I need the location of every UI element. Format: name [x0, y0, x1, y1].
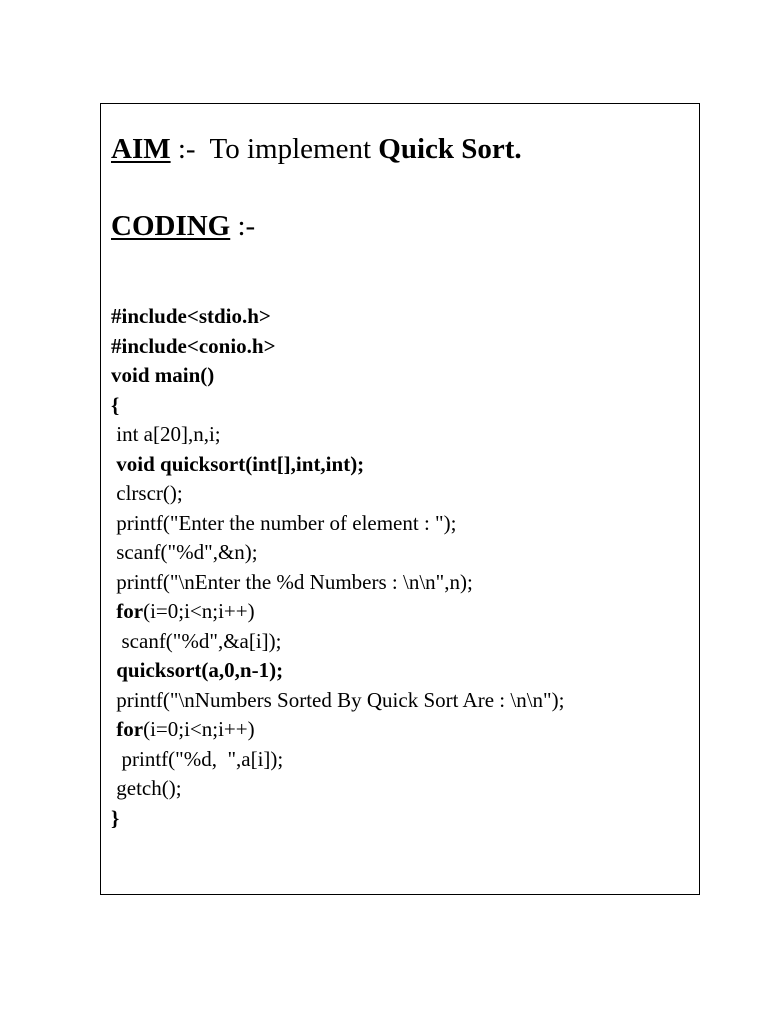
code-token: #include<stdio.h> — [111, 304, 271, 328]
aim-label: AIM — [111, 133, 171, 165]
coding-heading — [111, 209, 255, 243]
code-token: for — [111, 717, 144, 741]
code-token: int a[20],n,i; — [111, 422, 221, 446]
code-listing — [111, 302, 564, 833]
aim-heading — [111, 132, 522, 166]
code-line — [111, 568, 564, 598]
code-token: for — [111, 599, 144, 623]
code-line — [111, 627, 564, 657]
code-token: void quicksort(int[],int,int); — [111, 451, 365, 476]
coding-separator: :- — [230, 210, 256, 242]
code-line — [111, 332, 564, 362]
aim-separator: :- To implement — [170, 133, 379, 165]
code-line — [111, 745, 564, 775]
code-line — [111, 538, 564, 568]
coding-label: CODING — [111, 210, 231, 242]
code-line — [111, 656, 564, 686]
code-line — [111, 479, 564, 509]
code-token: void main() — [111, 363, 215, 387]
code-line — [111, 774, 564, 804]
code-line — [111, 597, 564, 627]
document-frame — [100, 103, 700, 895]
code-line — [111, 686, 564, 716]
code-token: (i=0;i<n;i++) — [143, 599, 255, 623]
code-token: (i=0;i<n;i++) — [143, 717, 255, 741]
code-token: printf("%d, ",a[i]); — [111, 746, 284, 771]
code-line — [111, 361, 564, 391]
code-token: { — [111, 392, 120, 417]
code-token: printf("Enter the number of element : "); — [111, 510, 457, 535]
code-token: #include<conio.h> — [111, 333, 276, 358]
code-line — [111, 391, 564, 421]
code-token: printf("\nNumbers Sorted By Quick Sort Are : \n\n"); — [111, 687, 565, 712]
code-token: scanf("%d",&a[i]); — [111, 628, 282, 653]
code-line — [111, 302, 564, 332]
code-line — [111, 715, 564, 745]
code-line — [111, 450, 564, 480]
code-token: printf("\nEnter the %d Numbers : \n\n",n); — [111, 569, 473, 594]
code-token: clrscr(); — [111, 481, 183, 505]
code-token: } — [111, 805, 120, 830]
code-token: scanf("%d",&n); — [111, 540, 258, 564]
code-token: quicksort(a,0,n-1); — [111, 658, 284, 682]
aim-subject: Quick Sort. — [378, 133, 522, 165]
code-line — [111, 420, 564, 450]
code-line — [111, 509, 564, 539]
code-token: getch(); — [111, 776, 182, 800]
code-line — [111, 804, 564, 834]
